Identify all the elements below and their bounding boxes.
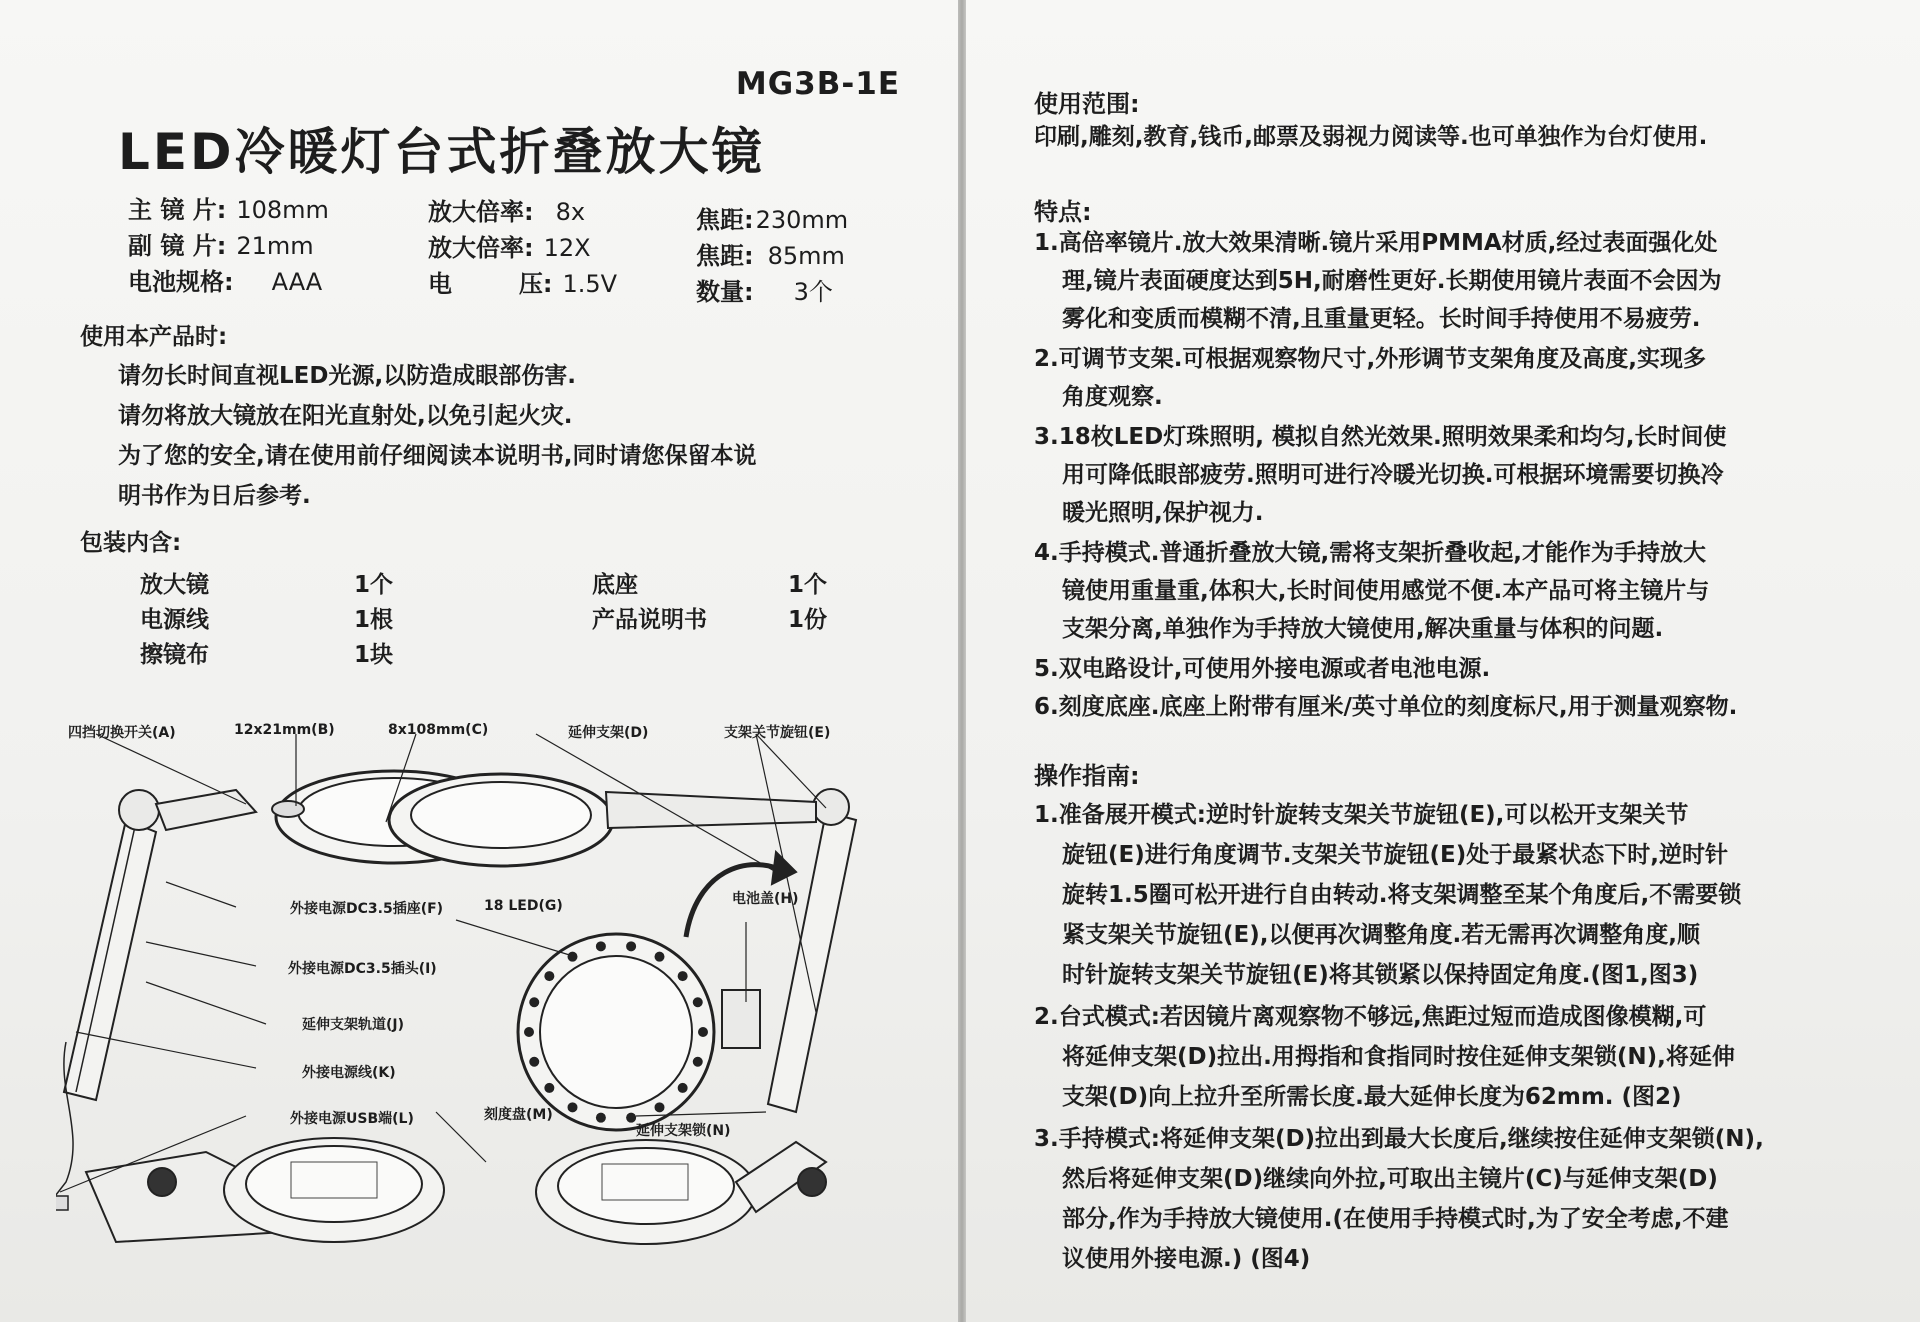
callout-j: 延伸支架轨道(J) bbox=[302, 1017, 405, 1033]
product-diagram bbox=[56, 712, 936, 1272]
spec-sub-lens: 副 镜 片: 21mm bbox=[128, 232, 314, 260]
feature-line: 理,镜片表面硬度达到5H,耐磨性更好.长期使用镜片表面不会因为 bbox=[1062, 268, 1722, 294]
spec-battery: 电池规格: AAA bbox=[128, 268, 323, 296]
operation-line: 支架(D)向上拉升至所需长度.最大延伸长度为62mm. (图2) bbox=[1062, 1084, 1682, 1110]
led-dot bbox=[626, 1113, 636, 1123]
led-dot bbox=[678, 971, 688, 981]
callout-d: 延伸支架(D) bbox=[568, 725, 649, 741]
led-dot bbox=[655, 952, 665, 962]
operation-line: 紧支架关节旋钮(E),以便再次调整角度.若无需再次调整角度,顺 bbox=[1062, 922, 1700, 948]
package-item-qty: 1份 bbox=[788, 607, 828, 633]
spec-voltage: 电 压: 1.5V bbox=[428, 270, 618, 298]
led-dot bbox=[698, 1027, 708, 1037]
feature-line: 2.可调节支架.可根据观察物尺寸,外形调节支架角度及高度,实现多 bbox=[1034, 346, 1706, 372]
operation-line: 3.手持模式:将延伸支架(D)拉出到最大长度后,继续按住延伸支架锁(N), bbox=[1034, 1126, 1764, 1152]
led-dot bbox=[626, 941, 636, 951]
led-dot bbox=[693, 997, 703, 1007]
product-title: LED冷暖灯台式折叠放大镜 bbox=[118, 123, 765, 181]
led-dot bbox=[596, 941, 606, 951]
package-item-qty: 1根 bbox=[354, 607, 394, 633]
feature-line: 角度观察. bbox=[1062, 384, 1163, 410]
callout-l: 外接电源USB端(L) bbox=[290, 1111, 414, 1127]
feature-line: 5.双电路设计,可使用外接电源或者电池电源. bbox=[1034, 656, 1491, 682]
scope-text: 印刷,雕刻,教育,钱币,邮票及弱视力阅读等.也可单独作为台灯使用. bbox=[1034, 124, 1708, 150]
callout-b: 12x21mm(B) bbox=[234, 722, 335, 738]
book-gutter bbox=[958, 0, 966, 1322]
feature-line: 镜使用重量重,体积大,长时间使用感觉不便.本产品可将主镜片与 bbox=[1062, 578, 1710, 604]
package-item-name: 底座 bbox=[592, 572, 638, 598]
usage-heading: 使用本产品时: bbox=[80, 324, 228, 350]
led-dot bbox=[678, 1083, 688, 1093]
magnifier-illustration bbox=[56, 712, 936, 1272]
operation-line: 然后将延伸支架(D)继续向外拉,可取出主镜片(C)与延伸支架(D) bbox=[1062, 1166, 1718, 1192]
feature-line: 雾化和变质而模糊不清,且重量更轻。长时间手持使用不易疲劳. bbox=[1062, 306, 1701, 332]
led-dot bbox=[524, 1027, 534, 1037]
operation-line: 旋转1.5圈可松开进行自由转动.将支架调整至某个角度后,不需要锁 bbox=[1062, 882, 1742, 908]
callout-n: 延伸支架锁(N) bbox=[636, 1123, 731, 1139]
package-item-qty: 1个 bbox=[354, 572, 394, 598]
usage-line: 请勿长时间直视LED光源,以防造成眼部伤害. bbox=[118, 363, 576, 389]
led-dot bbox=[529, 1057, 539, 1067]
scope-heading: 使用范围: bbox=[1034, 90, 1140, 118]
feature-line: 4.手持模式.普通折叠放大镜,需将支架折叠收起,才能作为手持放大 bbox=[1034, 540, 1706, 566]
model-number: MG3B-1E bbox=[735, 66, 900, 102]
feature-line: 支架分离,单独作为手持放大镜使用,解决重量与体积的问题. bbox=[1062, 616, 1664, 642]
operation-line: 旋钮(E)进行角度调节.支架关节旋钮(E)处于最紧状态下时,逆时针 bbox=[1062, 842, 1728, 868]
operation-line: 时针旋转支架关节旋钮(E)将其锁紧以保持固定角度.(图1,图3) bbox=[1062, 962, 1699, 988]
callout-i: 外接电源DC3.5插头(I) bbox=[288, 961, 437, 977]
package-item-qty: 1个 bbox=[788, 572, 828, 598]
callout-e: 支架关节旋钮(E) bbox=[724, 725, 831, 741]
spec-magnification-2: 放大倍率: 12X bbox=[428, 234, 591, 262]
callout-a: 四挡切换开关(A) bbox=[68, 725, 176, 741]
spec-main-lens: 主 镜 片: 108mm bbox=[128, 196, 329, 224]
callout-k: 外接电源线(K) bbox=[302, 1065, 396, 1081]
package-item-qty: 1块 bbox=[354, 642, 394, 668]
usage-warnings bbox=[118, 356, 918, 516]
callout-m: 刻度盘(M) bbox=[484, 1107, 553, 1123]
led-dot bbox=[568, 1102, 578, 1112]
feature-line: 3.18枚LED灯珠照明, 模拟自然光效果.照明效果柔和均匀,长时间使 bbox=[1034, 424, 1727, 450]
led-dot bbox=[693, 1057, 703, 1067]
operation-line: 2.台式模式:若因镜片离观察物不够远,焦距过短而造成图像模糊,可 bbox=[1034, 1004, 1707, 1030]
led-dot bbox=[544, 971, 554, 981]
operations-heading: 操作指南: bbox=[1034, 762, 1140, 790]
callout-f: 外接电源DC3.5插座(F) bbox=[290, 901, 444, 917]
feature-line: 暖光照明,保护视力. bbox=[1062, 500, 1264, 526]
operation-line: 将延伸支架(D)拉出.用拇指和食指同时按住延伸支架锁(N),将延伸 bbox=[1062, 1044, 1735, 1070]
led-dot bbox=[529, 997, 539, 1007]
package-item-name: 擦镜布 bbox=[140, 642, 209, 668]
feature-line: 6.刻度底座.底座上附带有厘米/英寸单位的刻度标尺,用于测量观察物. bbox=[1034, 694, 1738, 720]
operation-line: 部分,作为手持放大镜使用.(在使用手持模式时,为了安全考虑,不建 bbox=[1062, 1206, 1729, 1232]
spec-magnification-1: 放大倍率: 8x bbox=[428, 198, 586, 226]
callout-h: 电池盖(H) bbox=[732, 891, 799, 907]
package-item-name: 产品说明书 bbox=[592, 607, 707, 633]
usage-line: 为了您的安全,请在使用前仔细阅读本说明书,同时请您保留本说 bbox=[118, 443, 757, 469]
spec-focal-1: 焦距:230mm bbox=[696, 206, 849, 234]
spec-quantity: 数量: 3个 bbox=[696, 278, 833, 306]
callout-c: 8x108mm(C) bbox=[388, 722, 489, 738]
operation-line: 议使用外接电源.) (图4) bbox=[1062, 1246, 1311, 1272]
usage-line: 请勿将放大镜放在阳光直射处,以免引起火灾. bbox=[118, 403, 573, 429]
operation-line: 1.准备展开模式:逆时针旋转支架关节旋钮(E),可以松开支架关节 bbox=[1034, 802, 1689, 828]
callout-g: 18 LED(G) bbox=[484, 898, 563, 914]
feature-line: 1.高倍率镜片.放大效果清晰.镜片采用PMMA材质,经过表面强化处 bbox=[1034, 230, 1718, 256]
led-dot bbox=[596, 1113, 606, 1123]
led-dot bbox=[544, 1083, 554, 1093]
left-page bbox=[0, 0, 958, 1322]
spec-focal-2: 焦距: 85mm bbox=[696, 242, 845, 270]
package-heading: 包装内含: bbox=[80, 530, 182, 556]
features-heading: 特点: bbox=[1034, 198, 1092, 226]
feature-line: 用可降低眼部疲劳.照明可进行冷暖光切换.可根据环境需要切换冷 bbox=[1062, 462, 1724, 488]
usage-line: 明书作为日后参考. bbox=[118, 483, 311, 509]
package-item-name: 电源线 bbox=[140, 607, 209, 633]
package-item-name: 放大镜 bbox=[140, 572, 209, 598]
led-dot bbox=[655, 1102, 665, 1112]
